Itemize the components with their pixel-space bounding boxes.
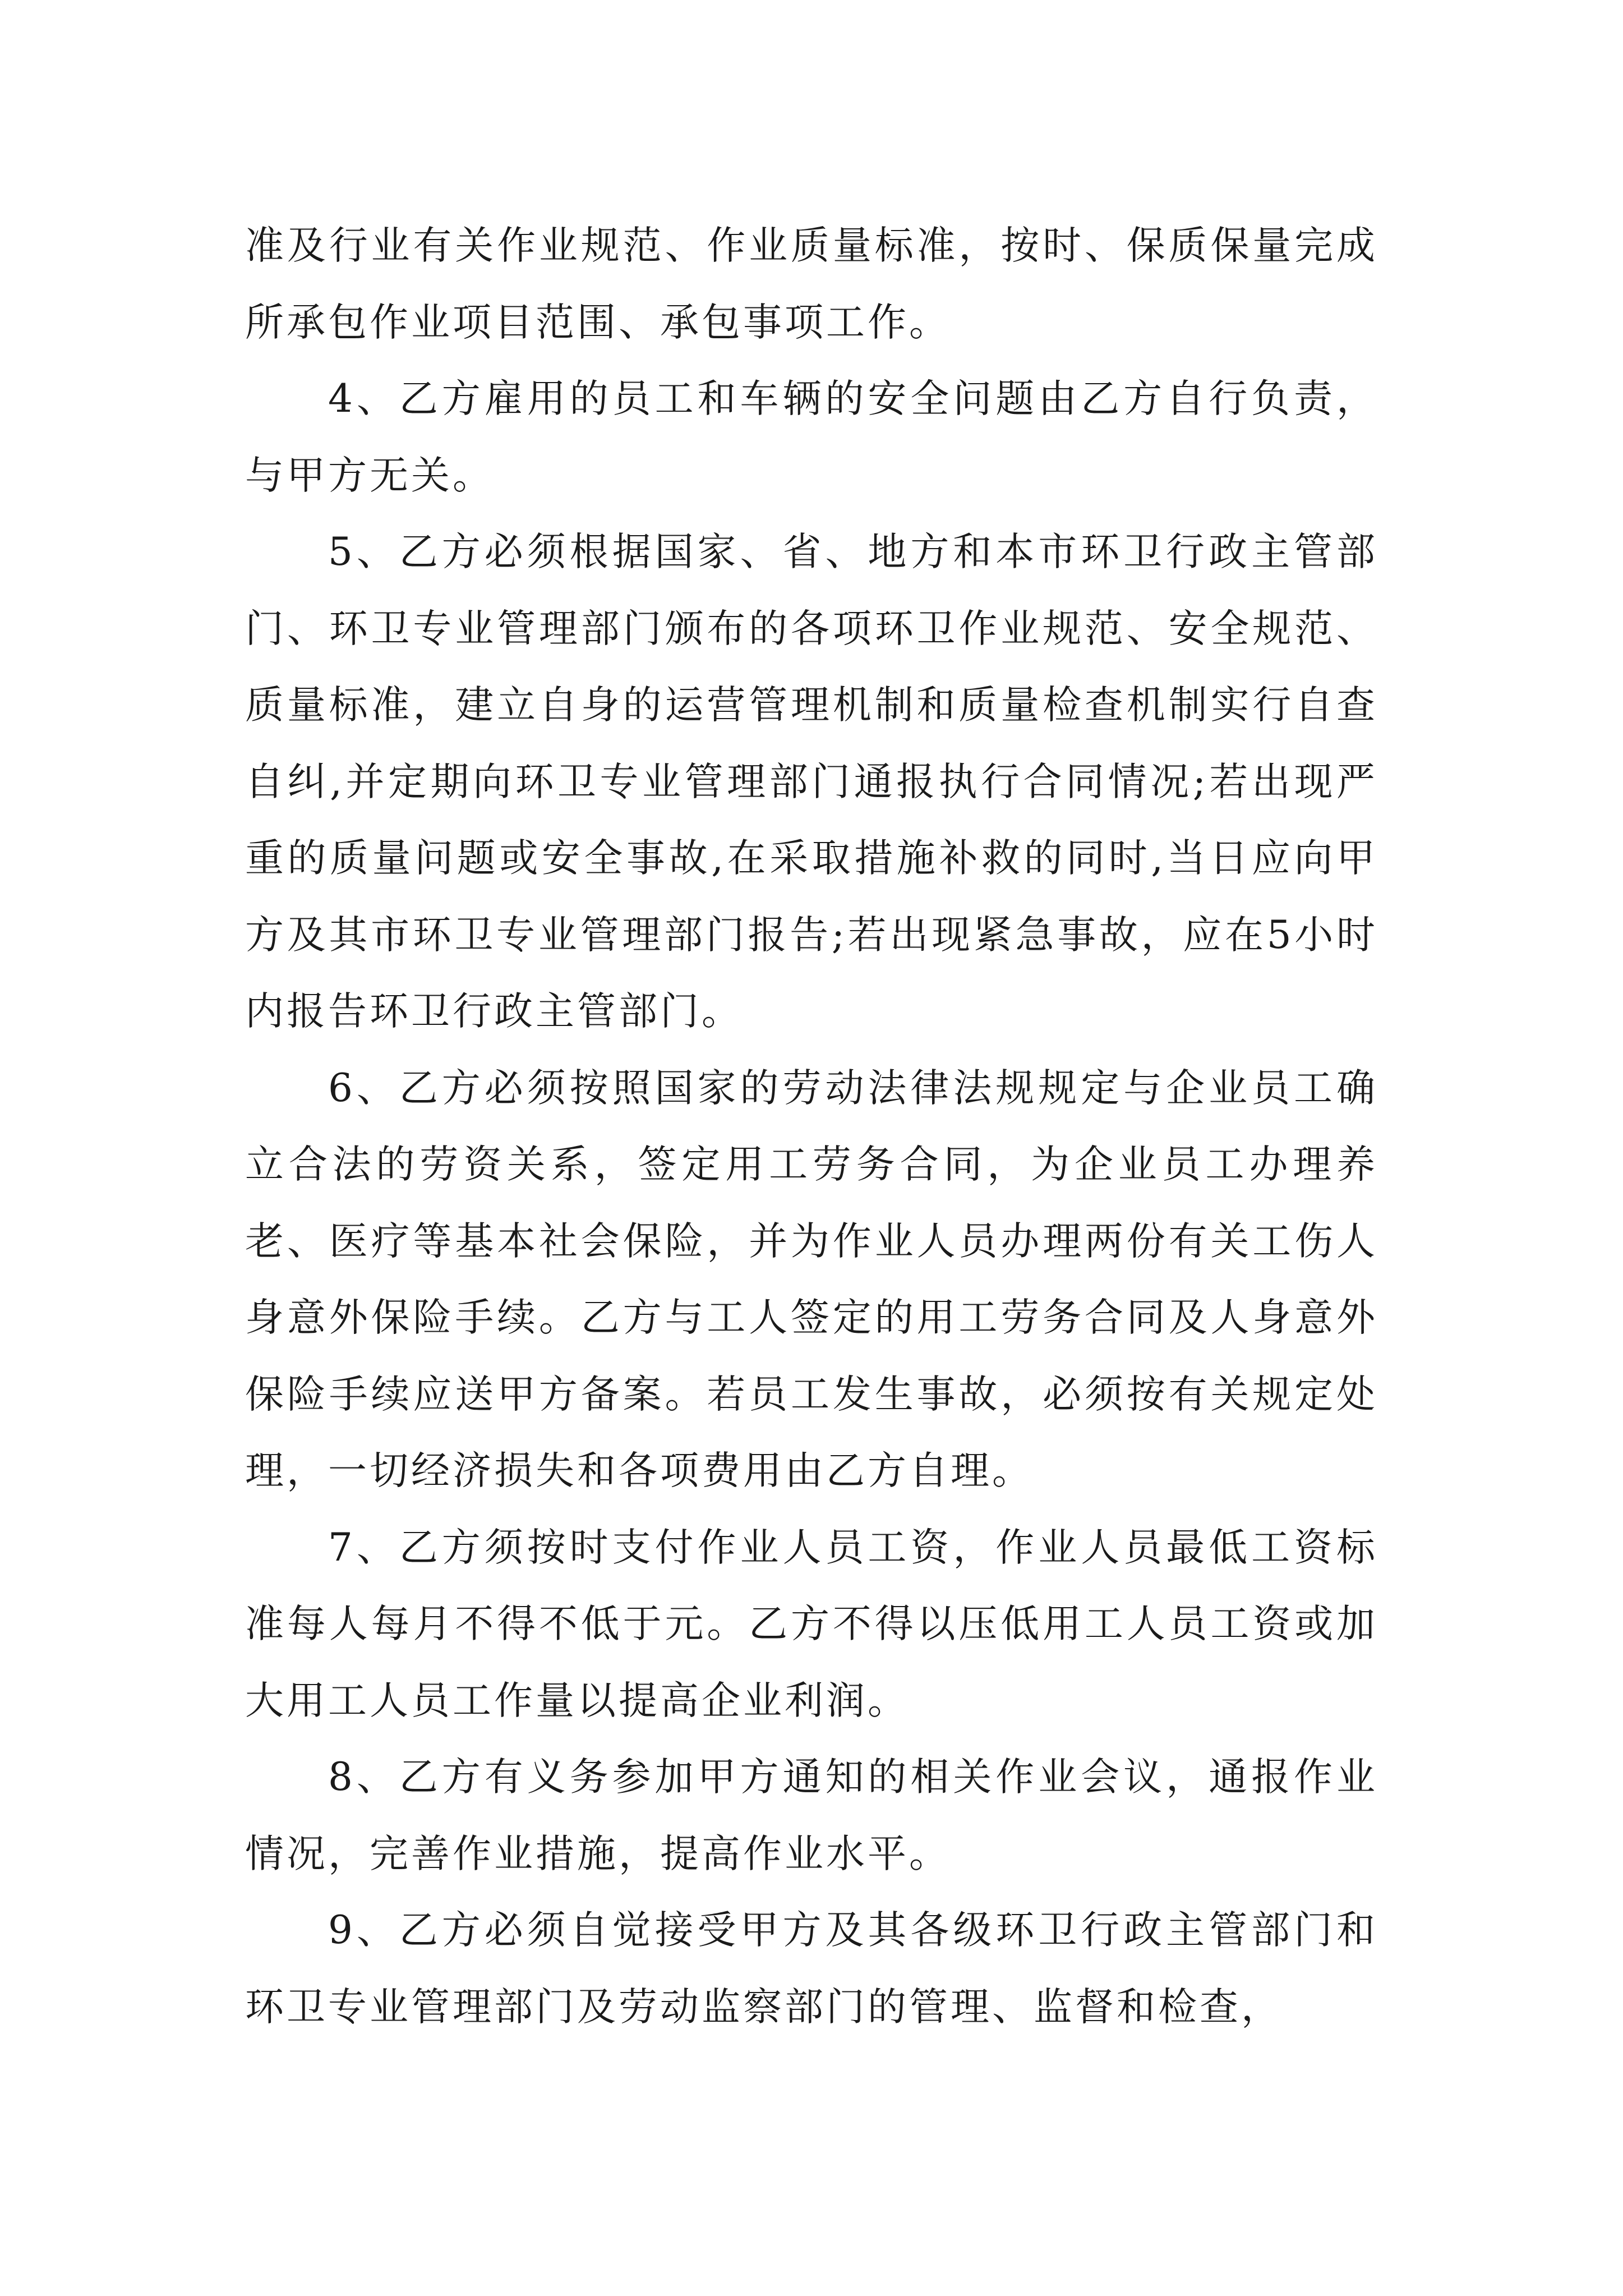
- paragraph-clause-9: 9、乙方必须自觉接受甲方及其各级环卫行政主管部门和环卫专业管理部门及劳动监察部门的管理、监督和检查，: [245, 1908, 1378, 2030]
- paragraph-clause-8: 8、乙方有义务参加甲方通知的相关作业会议，通报作业情况，完善作业措施，提高作业水平。: [245, 1755, 1378, 1876]
- document-body: [245, 208, 1378, 2045]
- paragraph-clause-4: 4、乙方雇用的员工和车辆的安全问题由乙方自行负责，与甲方无关。: [245, 376, 1378, 498]
- paragraph-continuation: 准及行业有关作业规范、作业质量标准，按时、保质保量完成所承包作业项目范围、承包事项工作。: [245, 223, 1378, 345]
- paragraph-clause-7: 7、乙方须按时支付作业人员工资，作业人员最低工资标准每人每月不得不低于元。乙方不得以压低用工人员工资或加大用工人员工作量以提高企业利润。: [245, 1525, 1378, 1723]
- paragraph-clause-6: 6、乙方必须按照国家的劳动法律法规规定与企业员工确立合法的劳资关系，签定用工劳务合同，为企业员工办理养老、医疗等基本社会保险，并为作业人员办理两份有关工伤人身意外保险手续。乙方与工人签定的用工劳务合同及人身意外保险手续应送甲方备案。若员工发生事故，必须按有关规定处理，一切经济损失和各项费用由乙方自理。: [245, 1065, 1378, 1493]
- paragraph-clause-5: 5、乙方必须根据国家、省、地方和本市环卫行政主管部门、环卫专业管理部门颁布的各项环卫作业规范、安全规范、质量标准，建立自身的运营管理机制和质量检查机制实行自查自纠,并定期向环卫专业管理部门通报执行合同情况;若出现严重的质量问题或安全事故,在采取措施补救的同时,当日应向甲方及其市环卫专业管理部门报告;若出现紧急事故，应在5小时内报告环卫行政主管部门。: [245, 530, 1378, 1034]
